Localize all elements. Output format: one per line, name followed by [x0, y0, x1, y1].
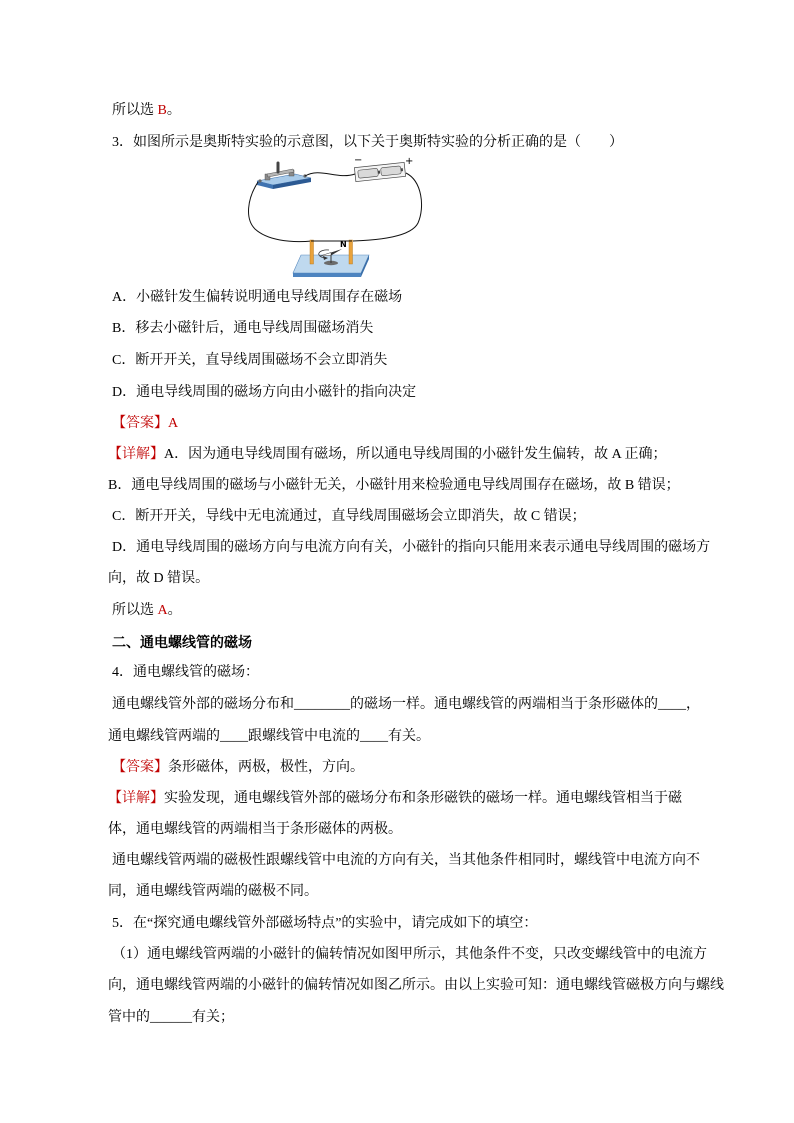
q5-stem: 5．在“探究通电螺线管外部磁场特点”的实验中，请完成如下的填空： — [112, 916, 538, 931]
q3-option-c: C．断开开关，直导线周围磁场不会立即消失 — [112, 353, 388, 368]
q3-option-d: D．通电导线周围的磁场方向由小磁针的指向决定 — [112, 385, 417, 400]
q4-detail-line — [108, 789, 682, 809]
conclusion-end: 。 — [166, 103, 181, 118]
conclusion-end: 。 — [167, 603, 182, 618]
q3-stem: 3．如图所示是奥斯特实验的示意图，以下关于奥斯特实验的分析正确的是（ ） — [112, 135, 623, 150]
q4-answer — [112, 758, 364, 778]
q3-option-b: B．移去小磁针后，通电导线周围磁场消失 — [112, 321, 374, 336]
q3-detail-line: 向，故 D 错误。 — [108, 571, 210, 586]
wire-left-loop — [249, 182, 312, 242]
wire-switch-to-battery — [305, 173, 355, 176]
q5-part1-line: （1）通电螺线管两端的小磁针的偏转情况如图甲所示，其他条件不变，只改变螺线管中的电流方 — [112, 947, 707, 962]
oersted-experiment-figure — [245, 155, 425, 285]
q4-body-line: 通电螺线管外部的磁场分布和________的磁场一样。通电螺线管的两端相当于条形磁体的____， — [112, 697, 700, 712]
battery-plus-label: + — [405, 156, 414, 167]
q3-detail-line: B．通电导线周围的磁场与小磁针无关，小磁针用来检验通电导线周围存在磁场，故 B 错误； — [108, 478, 680, 493]
q4-detail-line: 通电螺线管两端的磁极性跟螺线管中电流的方向有关，当其他条件相同时，螺线管中电流方向不 — [112, 853, 700, 868]
q4-detail-line: 同，通电螺线管两端的磁极不同。 — [108, 884, 318, 899]
q5-part1-line: 向，通电螺线管两端的小磁针的偏转情况如图乙所示。由以上实验可知：通电螺线管磁极方向与螺线 — [108, 978, 724, 993]
q4-body-line: 通电螺线管两端的____跟螺线管中电流的____有关。 — [108, 729, 430, 744]
battery-cell-2 — [381, 166, 402, 176]
battery-cell-1 — [358, 168, 379, 178]
q3-answer — [112, 414, 178, 434]
q4-stem: 4．通电螺线管的磁场： — [112, 665, 259, 680]
stand-post-right — [349, 240, 353, 264]
detail-text: 实验发现，通电螺线管外部的磁场分布和条形磁铁的磁场一样。通电螺线管相当于磁 — [164, 791, 682, 806]
answer-label: 【答案】 — [112, 760, 168, 775]
switch-terminal-left — [258, 179, 261, 182]
battery-minus-label: − — [354, 155, 363, 166]
detail-label: 【详解】 — [108, 791, 164, 806]
q3-detail-line: D．通电导线周围的磁场方向与电流方向有关，小磁针的指向只能用来表示通电导线周围的磁场方 — [112, 540, 711, 555]
q3-option-a: A．小磁针发生偏转说明通电导线周围存在磁场 — [112, 290, 403, 305]
needle-north-half — [331, 249, 342, 256]
detail-text: A．因为通电导线周围有磁场，所以通电导线周围的小磁针发生偏转，故 A 正确； — [164, 447, 667, 462]
knife-switch — [257, 163, 311, 189]
conclusion-letter: B — [157, 103, 167, 118]
q3-detail-line — [108, 445, 666, 465]
needle-north-label: N — [340, 240, 347, 249]
answer-value: A — [168, 416, 179, 431]
conclusion-text: 所以选 — [112, 603, 158, 618]
stand-base-front — [293, 273, 361, 277]
section-heading: 二、通电螺线管的磁场 — [112, 634, 252, 650]
detail-label: 【详解】 — [108, 447, 164, 462]
wire-right-loop — [353, 173, 422, 241]
conclusion-letter: A — [157, 603, 168, 618]
battery-nub-1 — [378, 171, 380, 174]
needle-south-half — [320, 253, 331, 257]
answer-label: 【答案】 — [112, 416, 168, 431]
stand-post-left — [310, 240, 314, 264]
q5-part1-line: 管中的______有关； — [108, 1010, 234, 1025]
q4-detail-line: 体，通电螺线管的两端相当于条形磁体的两极。 — [108, 822, 402, 837]
q3-detail-line: C．断开开关，导线中无电流通过，直导线周围磁场会立即消失，故 C 错误； — [112, 509, 586, 524]
prev-question-conclusion — [112, 101, 181, 121]
battery-nub-2 — [401, 168, 403, 171]
conclusion-text: 所以选 — [112, 103, 158, 118]
q3-conclusion — [112, 601, 182, 621]
answer-value: 条形磁体，两极，极性，方向。 — [168, 760, 364, 775]
